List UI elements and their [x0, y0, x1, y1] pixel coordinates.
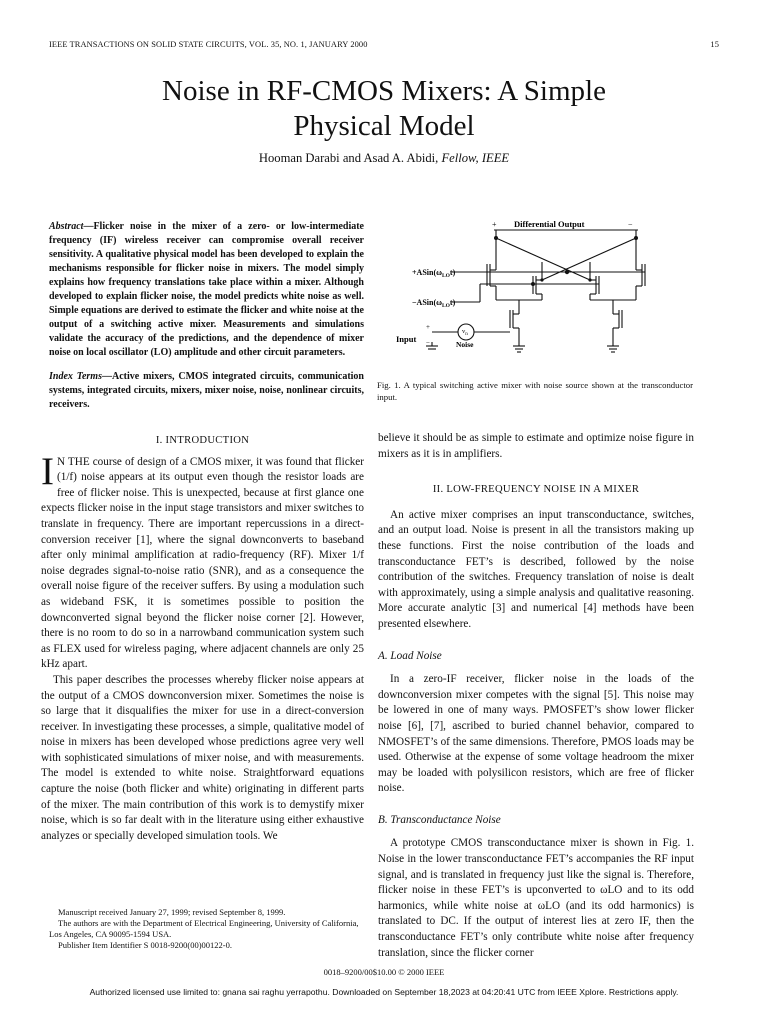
figure-caption: Fig. 1. A typical switching active mixer with noise source shown at the transconductor input. [377, 380, 693, 402]
right-column [378, 431, 694, 961]
footnote-received: Manuscript received January 27, 1999; revised September 8, 1999. [58, 907, 286, 917]
paper-title [60, 74, 708, 144]
noise-label: Noise [456, 340, 474, 349]
subsection-b-paragraph: A prototype CMOS transconductance mixer is shown in Fig. 1. Noise in the lower transconductance FET’s accompanies the RF input signal, and is translated in frequency just like the signal is. Therefore, flicker noise in these FET’s is upconverted to ωLO and to its odd harmonics, while white noise at ωLO (and its odd harmonics) is translated to DC. If the output of interest lies at zero IF, then the transconductance FET’s only contribute white noise after frequency translation, since the flicker corner [378, 837, 694, 959]
title-line-1: Noise in RF-CMOS Mixers: A Simple [162, 75, 606, 107]
author-role: Fellow, IEEE [441, 151, 510, 165]
authors [60, 151, 708, 166]
abstract-text: —Flicker noise in the mixer of a zero- or low-intermediate frequency (IF) wireless receiver can compromise overall receiver sensitivity. A qualitative physical model has been developed to explain the mechanisms responsible for flicker noise in mixers. The model simply explains how frequency translations take place within a mixer. Although developed to explain flicker noise, the model predicts white noise as well. Simple equations are derived to estimate the flicker and white noise at the output of a switching active mixer. Measurements and simulations validate the accuracy of the predictions, and the dependence of mixer noise on local oscillator (LO) amplitude and other circuit parameters. [49, 221, 364, 358]
index-terms-text: —Active mixers, CMOS integrated circuits, communication systems, integrated circuits, mixers, mixer noise, noise, nonlinear circuits, receivers. [49, 371, 364, 410]
section-2-heading: II. LOW-FREQUENCY NOISE IN A MIXER [432, 484, 640, 496]
input-label: Input [396, 334, 417, 344]
intro-paragraph-2: This paper describes the processes whereby flicker noise appears at the output of a CMOS downconversion mixer. Sometimes the noise is so large that it disqualifies the mixer for use in a direct-conversion receiver. In investigating these processes, a simple, qualitative model of noise in mixers has been developed whose predictions agree very well with sophisticated simulations of mixer noise, and with measurements. The model is extended to white noise. Straightforward equations capture the noise (both flicker and white) originating in different parts of the mixer. The main contribution of this work is to demystify mixer noise, which is so far dealt with in the literature using either exhaustive analyzes or specially developed simulation tools. We [41, 673, 364, 842]
differential-output-label: Differential Output [514, 219, 585, 229]
lo-negative-label: $-ASin(\omega_{LO}t)$ [412, 298, 456, 309]
page-number: 15 [710, 40, 719, 49]
abstract-label: Abstract [49, 221, 84, 232]
footnote-affiliation: The authors are with the Department of Electrical Engineering, University of California, Los Angeles, CA 90095-1594 USA. [49, 917, 359, 939]
output-plus-label: + [492, 220, 497, 229]
index-terms [49, 370, 364, 412]
noise-source-symbol: $v_n$ [462, 328, 468, 337]
section-2-paragraph: An active mixer comprises an input transconductance, switches, and an output load. Noise is present in all the transistors making up these functions. First the noise contribution of the loads and transconductance FET’s is described, followed by the noise contribution of the switches. Frequency translation of noise is dealt with approximately, using a simple analysis and qualitative reasoning. More accurate analytic [3] and numerical [4] methods have been presented elsewhere. [378, 508, 694, 630]
copyright-line: 0018–9200/00$10.00 © 2000 IEEE [323, 967, 445, 977]
section-1-heading: I. INTRODUCTION [155, 435, 250, 446]
footnote [49, 907, 369, 951]
journal-name: IEEE TRANSACTIONS ON SOLID STATE CIRCUITS, VOL. 35, NO. 1, JANUARY 2000 [49, 40, 368, 49]
subsection-b-heading: B. Transconductance Noise [378, 813, 501, 826]
drop-cap: I [41, 449, 54, 493]
title-line-2: Physical Model [293, 110, 475, 142]
input-minus-label: − [426, 339, 430, 347]
subsection-a-paragraph: In a zero-IF receiver, flicker noise in the loads of the downconversion mixer competes with the signal [5]. This noise may be lowered in one of many ways. PMOSFET’s show lower flicker noise [6], [7], ascribed to buried channel behavior, compared to NMOSFET’s of the same dimensions. Therefore, PMOS loads may be used. Otherwise at the expense of some voltage headroom the mixer may be loaded with polysilicon resistors, which are free of flicker noise. [378, 673, 694, 795]
license-notice: Authorized licensed use limited to: gnana sai raghu yerrapothu. Downloaded on September 18,2023 at 04:20:41 UTC from IEEE Xplore. Restrictions apply. [89, 987, 679, 997]
left-column [41, 433, 364, 844]
lo-positive-label: $+ASin(\omega_{LO}t)$ [412, 268, 456, 279]
subsection-a-heading: A. Load Noise [378, 649, 442, 662]
input-plus-label: + [426, 323, 430, 331]
author-names: Hooman Darabi and Asad A. Abidi, [258, 151, 439, 165]
abstract [49, 220, 364, 360]
mixer-schematic-figure [392, 214, 698, 374]
footnote-publisher-id: Publisher Item Identifier S 0018-9200(00)00122-0. [58, 939, 232, 950]
index-terms-label: Index Terms [49, 371, 102, 382]
intro-continuation: believe it should be as simple to estimate and optimize noise figure in mixers as it is in amplifiers. [378, 432, 694, 460]
running-header [49, 40, 719, 52]
intro-paragraph-1: I N THE course of design of a CMOS mixer, it was found that flicker (1/f) noise appears at its output even though the resistor loads are free of flicker noise. This is unexpected, because at first glance one expects flicker noise in the input stage transistors and mixer switches to translate in frequency. There are important repercussions in a direct-conversion receiver [1], where the signal downconverts to baseband after only minimal amplification at radio-frequency (RF). Mixer 1/f noise degrades signal-to-noise ratio (SNR), and as a consequence the overall noise figure of the receiver suffers. By using a modulation such as wideband FSK, it is sometimes possible to position the downconverted signal beyond the flicker noise corner [2]. However, there is no room to do so in a narrowband communication system such as FLEX used for wireless paging, where adjacent channels are only 25 kHz apart. [41, 449, 364, 671]
output-minus-label: − [628, 220, 633, 229]
